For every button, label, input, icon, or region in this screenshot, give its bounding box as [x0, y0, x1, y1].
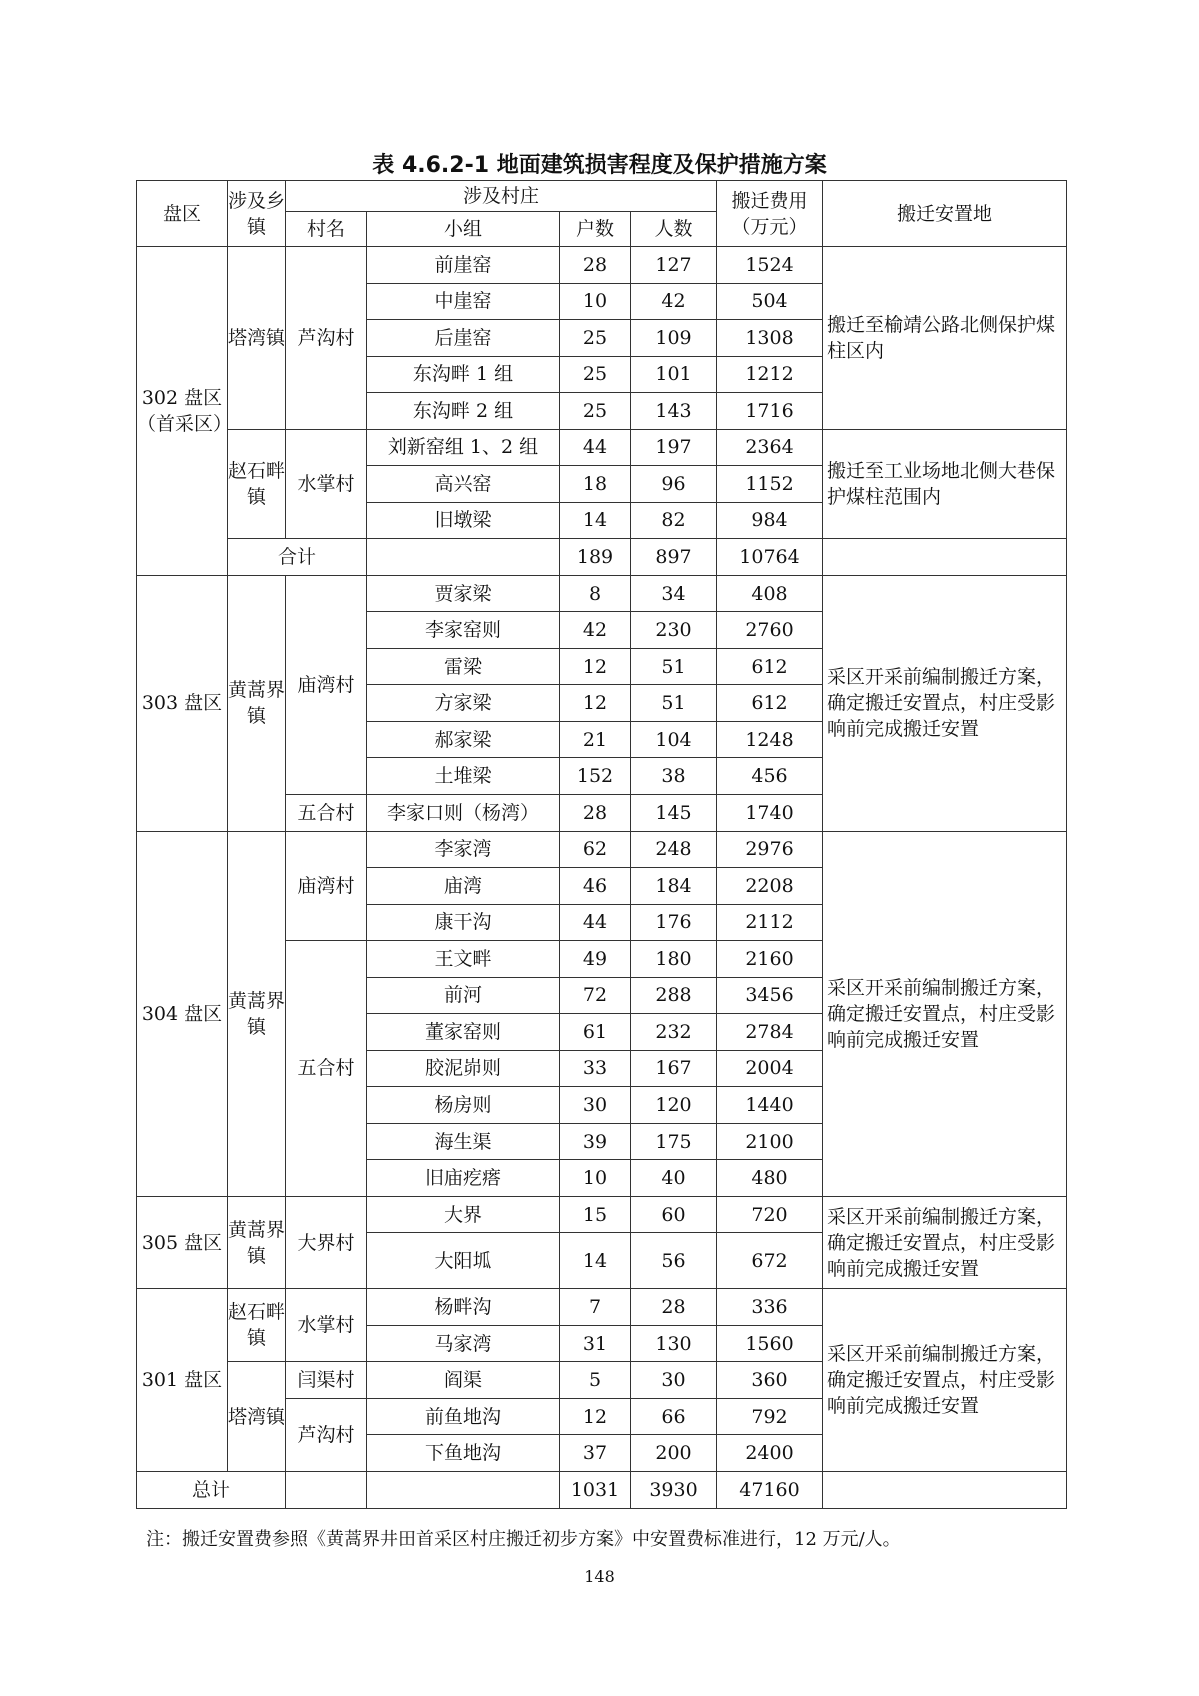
subtotal-households: 189	[560, 539, 631, 576]
header-villages: 涉及村庄	[286, 181, 717, 212]
panqu-302: 302 盘区（首采区）	[137, 247, 228, 576]
village-cell: 庙湾村	[286, 575, 367, 794]
people-cell: 60	[631, 1196, 717, 1233]
people-cell: 28	[631, 1289, 717, 1326]
village-cell: 五合村	[286, 794, 367, 831]
people-cell: 34	[631, 575, 717, 612]
cost-cell: 2208	[717, 868, 823, 905]
households-cell: 14	[560, 1233, 631, 1289]
households-cell: 12	[560, 1398, 631, 1435]
households-cell: 61	[560, 1014, 631, 1051]
cost-cell: 456	[717, 758, 823, 795]
households-cell: 28	[560, 794, 631, 831]
households-cell: 44	[560, 429, 631, 466]
cost-cell: 672	[717, 1233, 823, 1289]
people-cell: 184	[631, 868, 717, 905]
people-cell: 51	[631, 648, 717, 685]
group-cell: 中崖窑	[367, 283, 560, 320]
households-cell: 18	[560, 466, 631, 503]
households-cell: 44	[560, 904, 631, 941]
cost-cell: 1308	[717, 320, 823, 357]
placement-cell: 搬迁至工业场地北侧大巷保护煤柱范围内	[823, 429, 1067, 539]
group-cell: 东沟畔 1 组	[367, 356, 560, 393]
households-cell: 12	[560, 685, 631, 722]
cost-cell: 1212	[717, 356, 823, 393]
cost-cell: 612	[717, 685, 823, 722]
group-cell: 后崖窑	[367, 320, 560, 357]
group-cell: 东沟畔 2 组	[367, 393, 560, 430]
placement-cell: 搬迁至榆靖公路北侧保护煤柱区内	[823, 247, 1067, 430]
cost-cell: 2160	[717, 941, 823, 978]
group-cell: 胶泥峁则	[367, 1050, 560, 1087]
table-row	[137, 1289, 1067, 1326]
total-label: 总计	[137, 1472, 286, 1509]
group-cell: 贾家梁	[367, 575, 560, 612]
table-row	[137, 247, 1067, 284]
group-cell: 雷梁	[367, 648, 560, 685]
households-cell: 12	[560, 648, 631, 685]
cost-cell: 2760	[717, 612, 823, 649]
households-cell: 39	[560, 1123, 631, 1160]
cost-cell: 1716	[717, 393, 823, 430]
cost-cell: 2004	[717, 1050, 823, 1087]
group-cell: 高兴窑	[367, 466, 560, 503]
total-placement	[823, 1472, 1067, 1509]
town-cell: 黄蒿界镇	[228, 1196, 286, 1289]
households-cell: 10	[560, 1160, 631, 1197]
cost-cell: 2112	[717, 904, 823, 941]
group-cell: 康干沟	[367, 904, 560, 941]
cost-cell: 480	[717, 1160, 823, 1197]
households-cell: 42	[560, 612, 631, 649]
households-cell: 15	[560, 1196, 631, 1233]
group-cell: 马家湾	[367, 1325, 560, 1362]
town-cell: 赵石畔镇	[228, 429, 286, 539]
people-cell: 145	[631, 794, 717, 831]
subtotal-row	[137, 539, 1067, 576]
people-cell: 130	[631, 1325, 717, 1362]
people-cell: 120	[631, 1087, 717, 1124]
cost-cell: 336	[717, 1289, 823, 1326]
total-households: 1031	[560, 1472, 631, 1509]
cost-cell: 1440	[717, 1087, 823, 1124]
cost-cell: 408	[717, 575, 823, 612]
cost-cell: 792	[717, 1398, 823, 1435]
people-cell: 30	[631, 1362, 717, 1399]
group-cell: 阎渠	[367, 1362, 560, 1399]
people-cell: 230	[631, 612, 717, 649]
group-cell: 李家口则（杨湾）	[367, 794, 560, 831]
people-cell: 197	[631, 429, 717, 466]
cost-cell: 360	[717, 1362, 823, 1399]
people-cell: 200	[631, 1435, 717, 1472]
cost-cell: 1248	[717, 721, 823, 758]
group-cell: 海生渠	[367, 1123, 560, 1160]
total-village	[286, 1472, 367, 1509]
group-cell: 土堆梁	[367, 758, 560, 795]
households-cell: 25	[560, 393, 631, 430]
table-note: 注：搬迁安置费参照《黄蒿界井田首采区村庄搬迁初步方案》中安置费标准进行，12 万元/人。	[146, 1529, 901, 1550]
cost-cell: 1524	[717, 247, 823, 284]
group-cell: 李家窑则	[367, 612, 560, 649]
subtotal-label: 合计	[228, 539, 367, 576]
households-cell: 8	[560, 575, 631, 612]
header-group: 小组	[367, 212, 560, 247]
town-cell: 塔湾镇	[228, 247, 286, 430]
total-group	[367, 1472, 560, 1509]
village-cell: 闫渠村	[286, 1362, 367, 1399]
people-cell: 127	[631, 247, 717, 284]
people-cell: 104	[631, 721, 717, 758]
group-cell: 前鱼地沟	[367, 1398, 560, 1435]
cost-cell: 2400	[717, 1435, 823, 1472]
panqu-305: 305 盘区	[137, 1196, 228, 1289]
village-cell: 五合村	[286, 941, 367, 1197]
table-title: 表 4.6.2-1 地面建筑损害程度及保护措施方案	[372, 153, 827, 178]
placement-cell: 采区开采前编制搬迁方案，确定搬迁安置点，村庄受影响前完成搬迁安置	[823, 831, 1067, 1196]
panqu-304: 304 盘区	[137, 831, 228, 1196]
people-cell: 180	[631, 941, 717, 978]
group-cell: 大界	[367, 1196, 560, 1233]
village-cell: 芦沟村	[286, 247, 367, 430]
relocation-table	[136, 180, 1067, 1509]
households-cell: 10	[560, 283, 631, 320]
placement-cell: 采区开采前编制搬迁方案，确定搬迁安置点，村庄受影响前完成搬迁安置	[823, 575, 1067, 831]
people-cell: 109	[631, 320, 717, 357]
group-cell: 王文畔	[367, 941, 560, 978]
group-cell: 旧庙疙瘩	[367, 1160, 560, 1197]
group-cell: 庙湾	[367, 868, 560, 905]
households-cell: 5	[560, 1362, 631, 1399]
people-cell: 38	[631, 758, 717, 795]
placement-cell: 采区开采前编制搬迁方案，确定搬迁安置点，村庄受影响前完成搬迁安置	[823, 1196, 1067, 1289]
people-cell: 232	[631, 1014, 717, 1051]
total-cost: 47160	[717, 1472, 823, 1509]
header-households: 户数	[560, 212, 631, 247]
households-cell: 30	[560, 1087, 631, 1124]
group-cell: 杨畔沟	[367, 1289, 560, 1326]
subtotal-group	[367, 539, 560, 576]
households-cell: 46	[560, 868, 631, 905]
group-cell: 刘新窑组 1、2 组	[367, 429, 560, 466]
panqu-303: 303 盘区	[137, 575, 228, 831]
group-cell: 前河	[367, 977, 560, 1014]
group-cell: 下鱼地沟	[367, 1435, 560, 1472]
total-people: 3930	[631, 1472, 717, 1509]
group-cell: 大阳坬	[367, 1233, 560, 1289]
people-cell: 82	[631, 502, 717, 539]
households-cell: 28	[560, 247, 631, 284]
group-cell: 郝家梁	[367, 721, 560, 758]
header-cost: 搬迁费用（万元）	[717, 181, 823, 247]
households-cell: 7	[560, 1289, 631, 1326]
table-row	[137, 1196, 1067, 1233]
town-cell: 塔湾镇	[228, 1362, 286, 1472]
group-cell: 董家窑则	[367, 1014, 560, 1051]
subtotal-people: 897	[631, 539, 717, 576]
households-cell: 152	[560, 758, 631, 795]
cost-cell: 2976	[717, 831, 823, 868]
group-cell: 旧墩梁	[367, 502, 560, 539]
placement-cell: 采区开采前编制搬迁方案，确定搬迁安置点，村庄受影响前完成搬迁安置	[823, 1289, 1067, 1472]
table-row	[137, 429, 1067, 466]
people-cell: 143	[631, 393, 717, 430]
cost-cell: 2100	[717, 1123, 823, 1160]
town-cell: 赵石畔镇	[228, 1289, 286, 1362]
people-cell: 51	[631, 685, 717, 722]
households-cell: 25	[560, 356, 631, 393]
village-cell: 芦沟村	[286, 1398, 367, 1471]
town-cell: 黄蒿界镇	[228, 831, 286, 1196]
group-cell: 杨房则	[367, 1087, 560, 1124]
cost-cell: 720	[717, 1196, 823, 1233]
households-cell: 72	[560, 977, 631, 1014]
subtotal-cost: 10764	[717, 539, 823, 576]
header-panqu: 盘区	[137, 181, 228, 247]
cost-cell: 612	[717, 648, 823, 685]
table-row	[137, 831, 1067, 868]
header-placement: 搬迁安置地	[823, 181, 1067, 247]
households-cell: 14	[560, 502, 631, 539]
header-people: 人数	[631, 212, 717, 247]
cost-cell: 3456	[717, 977, 823, 1014]
cost-cell: 2364	[717, 429, 823, 466]
households-cell: 31	[560, 1325, 631, 1362]
people-cell: 66	[631, 1398, 717, 1435]
group-cell: 李家湾	[367, 831, 560, 868]
village-cell: 庙湾村	[286, 831, 367, 941]
people-cell: 175	[631, 1123, 717, 1160]
people-cell: 288	[631, 977, 717, 1014]
header-town: 涉及乡镇	[228, 181, 286, 247]
cost-cell: 2784	[717, 1014, 823, 1051]
village-cell: 大界村	[286, 1196, 367, 1289]
households-cell: 49	[560, 941, 631, 978]
people-cell: 248	[631, 831, 717, 868]
households-cell: 21	[560, 721, 631, 758]
village-cell: 水掌村	[286, 1289, 367, 1362]
households-cell: 33	[560, 1050, 631, 1087]
people-cell: 101	[631, 356, 717, 393]
people-cell: 96	[631, 466, 717, 503]
village-cell: 水掌村	[286, 429, 367, 539]
group-cell: 方家梁	[367, 685, 560, 722]
table-row	[137, 575, 1067, 612]
people-cell: 40	[631, 1160, 717, 1197]
total-row	[137, 1472, 1067, 1509]
subtotal-placement	[823, 539, 1067, 576]
cost-cell: 1152	[717, 466, 823, 503]
households-cell: 62	[560, 831, 631, 868]
cost-cell: 1740	[717, 794, 823, 831]
page-number: 148	[584, 1567, 615, 1586]
households-cell: 25	[560, 320, 631, 357]
households-cell: 37	[560, 1435, 631, 1472]
town-cell: 黄蒿界镇	[228, 575, 286, 831]
people-cell: 42	[631, 283, 717, 320]
people-cell: 167	[631, 1050, 717, 1087]
cost-cell: 1560	[717, 1325, 823, 1362]
cost-cell: 984	[717, 502, 823, 539]
people-cell: 176	[631, 904, 717, 941]
group-cell: 前崖窑	[367, 247, 560, 284]
cost-cell: 504	[717, 283, 823, 320]
panqu-301: 301 盘区	[137, 1289, 228, 1472]
header-village-name: 村名	[286, 212, 367, 247]
people-cell: 56	[631, 1233, 717, 1289]
